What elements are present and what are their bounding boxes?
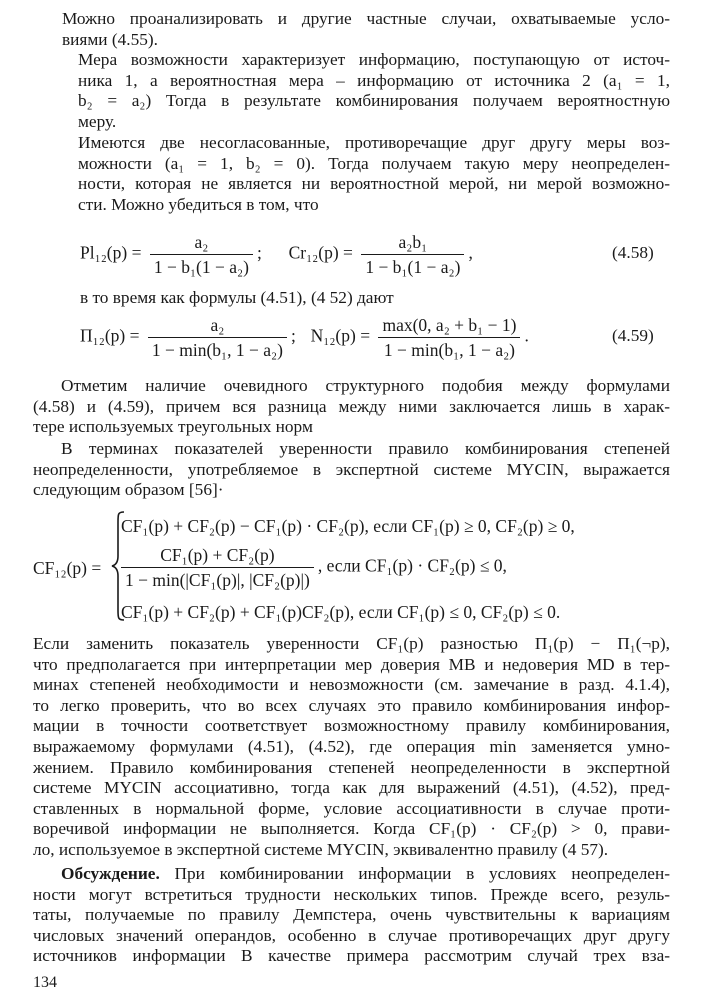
paragraph-intro	[62, 9, 670, 50]
fraction-numerator: CF₁(p) + CF₂(p)	[121, 545, 314, 568]
case-condition: , если CF₁(p) · CF₂(p) ≤ 0,	[317, 555, 507, 576]
separator: .	[524, 325, 529, 346]
fraction	[121, 545, 314, 590]
text-line: меру.	[78, 111, 117, 131]
paragraph-case-2	[78, 133, 670, 215]
text-line: мации в точности соответствует возможностному правилу комбинирования,	[33, 716, 670, 736]
text-line: таты, получаемые по правилу Демпстера, очень чувствительны к вариациям	[33, 905, 670, 925]
text-line: минах степеней необходимости и невозможности (см. замечание в разд. 4.1.4),	[33, 675, 670, 695]
text-line: Мера возможности характеризует информацию, поступающую от источ-	[78, 50, 670, 69]
text-line: Имеются две несогласованные, противоречащие друг другу меры воз-	[78, 133, 670, 152]
fraction-denominator: 1 − min(|CF₁(p)|, |CF₂(p)|)	[125, 570, 310, 590]
equation-4-58	[80, 232, 473, 277]
paragraph-discussion	[33, 864, 670, 967]
case-expression: CF₁(p) + CF₂(p) + CF₁(p)CF₂(p), если CF₁(p) ≤ 0, CF₂(p) ≤ 0.	[121, 602, 561, 622]
equation-number: (4.59)	[612, 326, 654, 345]
equation-lhs: Pl₁₂(p) =	[80, 242, 142, 263]
text-line: Можно проанализировать и другие частные случаи, охватываемые усло-	[62, 9, 670, 28]
equation-lhs: N₁₂(p) =	[310, 325, 371, 346]
text-line: то легко проверить, что во всех случаях это правило комбинирования инфор-	[33, 695, 670, 715]
text-line: числовых значений операндов, особенно в случае противоречащих друг другу	[33, 925, 670, 945]
fraction-numerator: a₂	[150, 232, 253, 255]
text-line: ности могут встретиться трудности нескольких типов. Прежде всего, резуль-	[33, 884, 670, 904]
equation-case-1	[121, 516, 575, 537]
text-line: В терминах показателей уверенности правило комбинирования степеней	[61, 439, 670, 458]
text-line: тере используемых треугольных норм	[33, 417, 313, 437]
fraction-denominator: 1 − b₁(1 − a₂)	[365, 257, 461, 277]
connecting-text	[80, 288, 394, 309]
paragraph-mycin	[33, 439, 670, 501]
text-line: что предполагается при интерпретации мер доверия MB и недоверия MD в тер-	[33, 654, 670, 674]
text-line: Отметим наличие очевидного структурного подобия между формулами	[61, 376, 670, 395]
text-line: можности (a₁ = 1, b₂ = 0). Тогда получаем такую меру неопределен-	[78, 153, 670, 173]
discussion-heading: Обсуждение.	[61, 864, 160, 883]
text-line: сти. Можно убедиться в том, что	[78, 194, 319, 214]
fraction	[150, 232, 253, 277]
fraction-numerator: max(0, a₂ + b₁ − 1)	[378, 315, 520, 338]
text-line: источников информации В качестве примера рассмотрим случай трех вза-	[33, 946, 670, 966]
text-line: Обсуждение. При комбинировании информации в условиях неопределен-	[61, 864, 670, 883]
equation-lhs: CF₁₂(p) =	[33, 558, 102, 578]
text-line: жением. Правило комбинирования степеней неопределенности в экспертной	[33, 757, 670, 777]
equation-case-2	[121, 545, 507, 590]
text-line: виями (4.55).	[62, 29, 158, 49]
fraction	[361, 232, 464, 277]
fraction-denominator: 1 − b₁(1 − a₂)	[153, 257, 249, 277]
fraction	[148, 315, 287, 360]
paragraph-case-1	[78, 50, 670, 132]
page-number: 134	[33, 974, 57, 991]
text-line: в то время как формулы (4.51), (4 52) дают	[80, 288, 394, 307]
separator: ;	[290, 325, 296, 346]
equation-lhs: Π₁₂(p) =	[80, 325, 140, 346]
text-line: выражаемому формулами (4.51), (4.52), где операция min заменяется умно-	[33, 736, 670, 756]
equation-4-59	[80, 315, 529, 360]
text-line: ло, используемое в экспертной системе MYCIN, эквивалентно правилу (4 57).	[33, 839, 609, 859]
text-line: воречивой информации не выполняется. Когда CF₁(p) · CF₂(p) > 0, прави-	[33, 819, 670, 839]
equation-number: (4.58)	[612, 243, 654, 262]
fraction-denominator: 1 − min(b₁, 1 − a₂)	[151, 340, 283, 360]
separator: ,	[468, 242, 473, 263]
fraction	[378, 315, 520, 360]
equation-cf-lhs	[33, 558, 101, 579]
equation-case-3	[121, 602, 560, 623]
text-line: b₂ = a₂) Тогда в результате комбинирования получаем вероятностную	[78, 91, 670, 111]
case-expression: CF₁(p) + CF₂(p) − CF₁(p) · CF₂(p), если CF₁(p) ≥ 0, CF₂(p) ≥ 0,	[121, 516, 575, 536]
separator: ;	[256, 242, 262, 263]
paragraph-interpretation	[33, 634, 670, 861]
fraction-denominator: 1 − min(b₁, 1 − a₂)	[383, 340, 516, 360]
fraction-numerator: a₂b₁	[361, 232, 464, 255]
paragraph-comparison	[33, 376, 670, 438]
equation-lhs: Cr₁₂(p) =	[288, 242, 353, 263]
text-line: системе MYCIN ассоциативно, тогда как для выражений (4.51), (4.52), пред-	[33, 778, 670, 798]
text-line: неопределенности, употребляемое в экспертной системе MYCIN, выражается	[33, 459, 670, 479]
fraction-numerator: a₂	[148, 315, 287, 338]
text-line: ставленных в нормальной форме, условие ассоциативности в случае проти-	[33, 798, 670, 818]
text-line: Если заменить показатель уверенности CF₁(p) разностью Π₁(p) − Π₁(¬p),	[33, 634, 670, 653]
text-line: ника 1, а вероятностная мера – информацию от источника 2 (a₁ = 1,	[78, 70, 670, 90]
text-line: ности, которая не является ни вероятностной мерой, ни мерой возможно-	[78, 174, 670, 194]
text-line: следующим образом [56]·	[33, 480, 224, 500]
text-line: (4.58) и (4.59), причем вся разница между ними заключается лишь в харак-	[33, 396, 670, 416]
